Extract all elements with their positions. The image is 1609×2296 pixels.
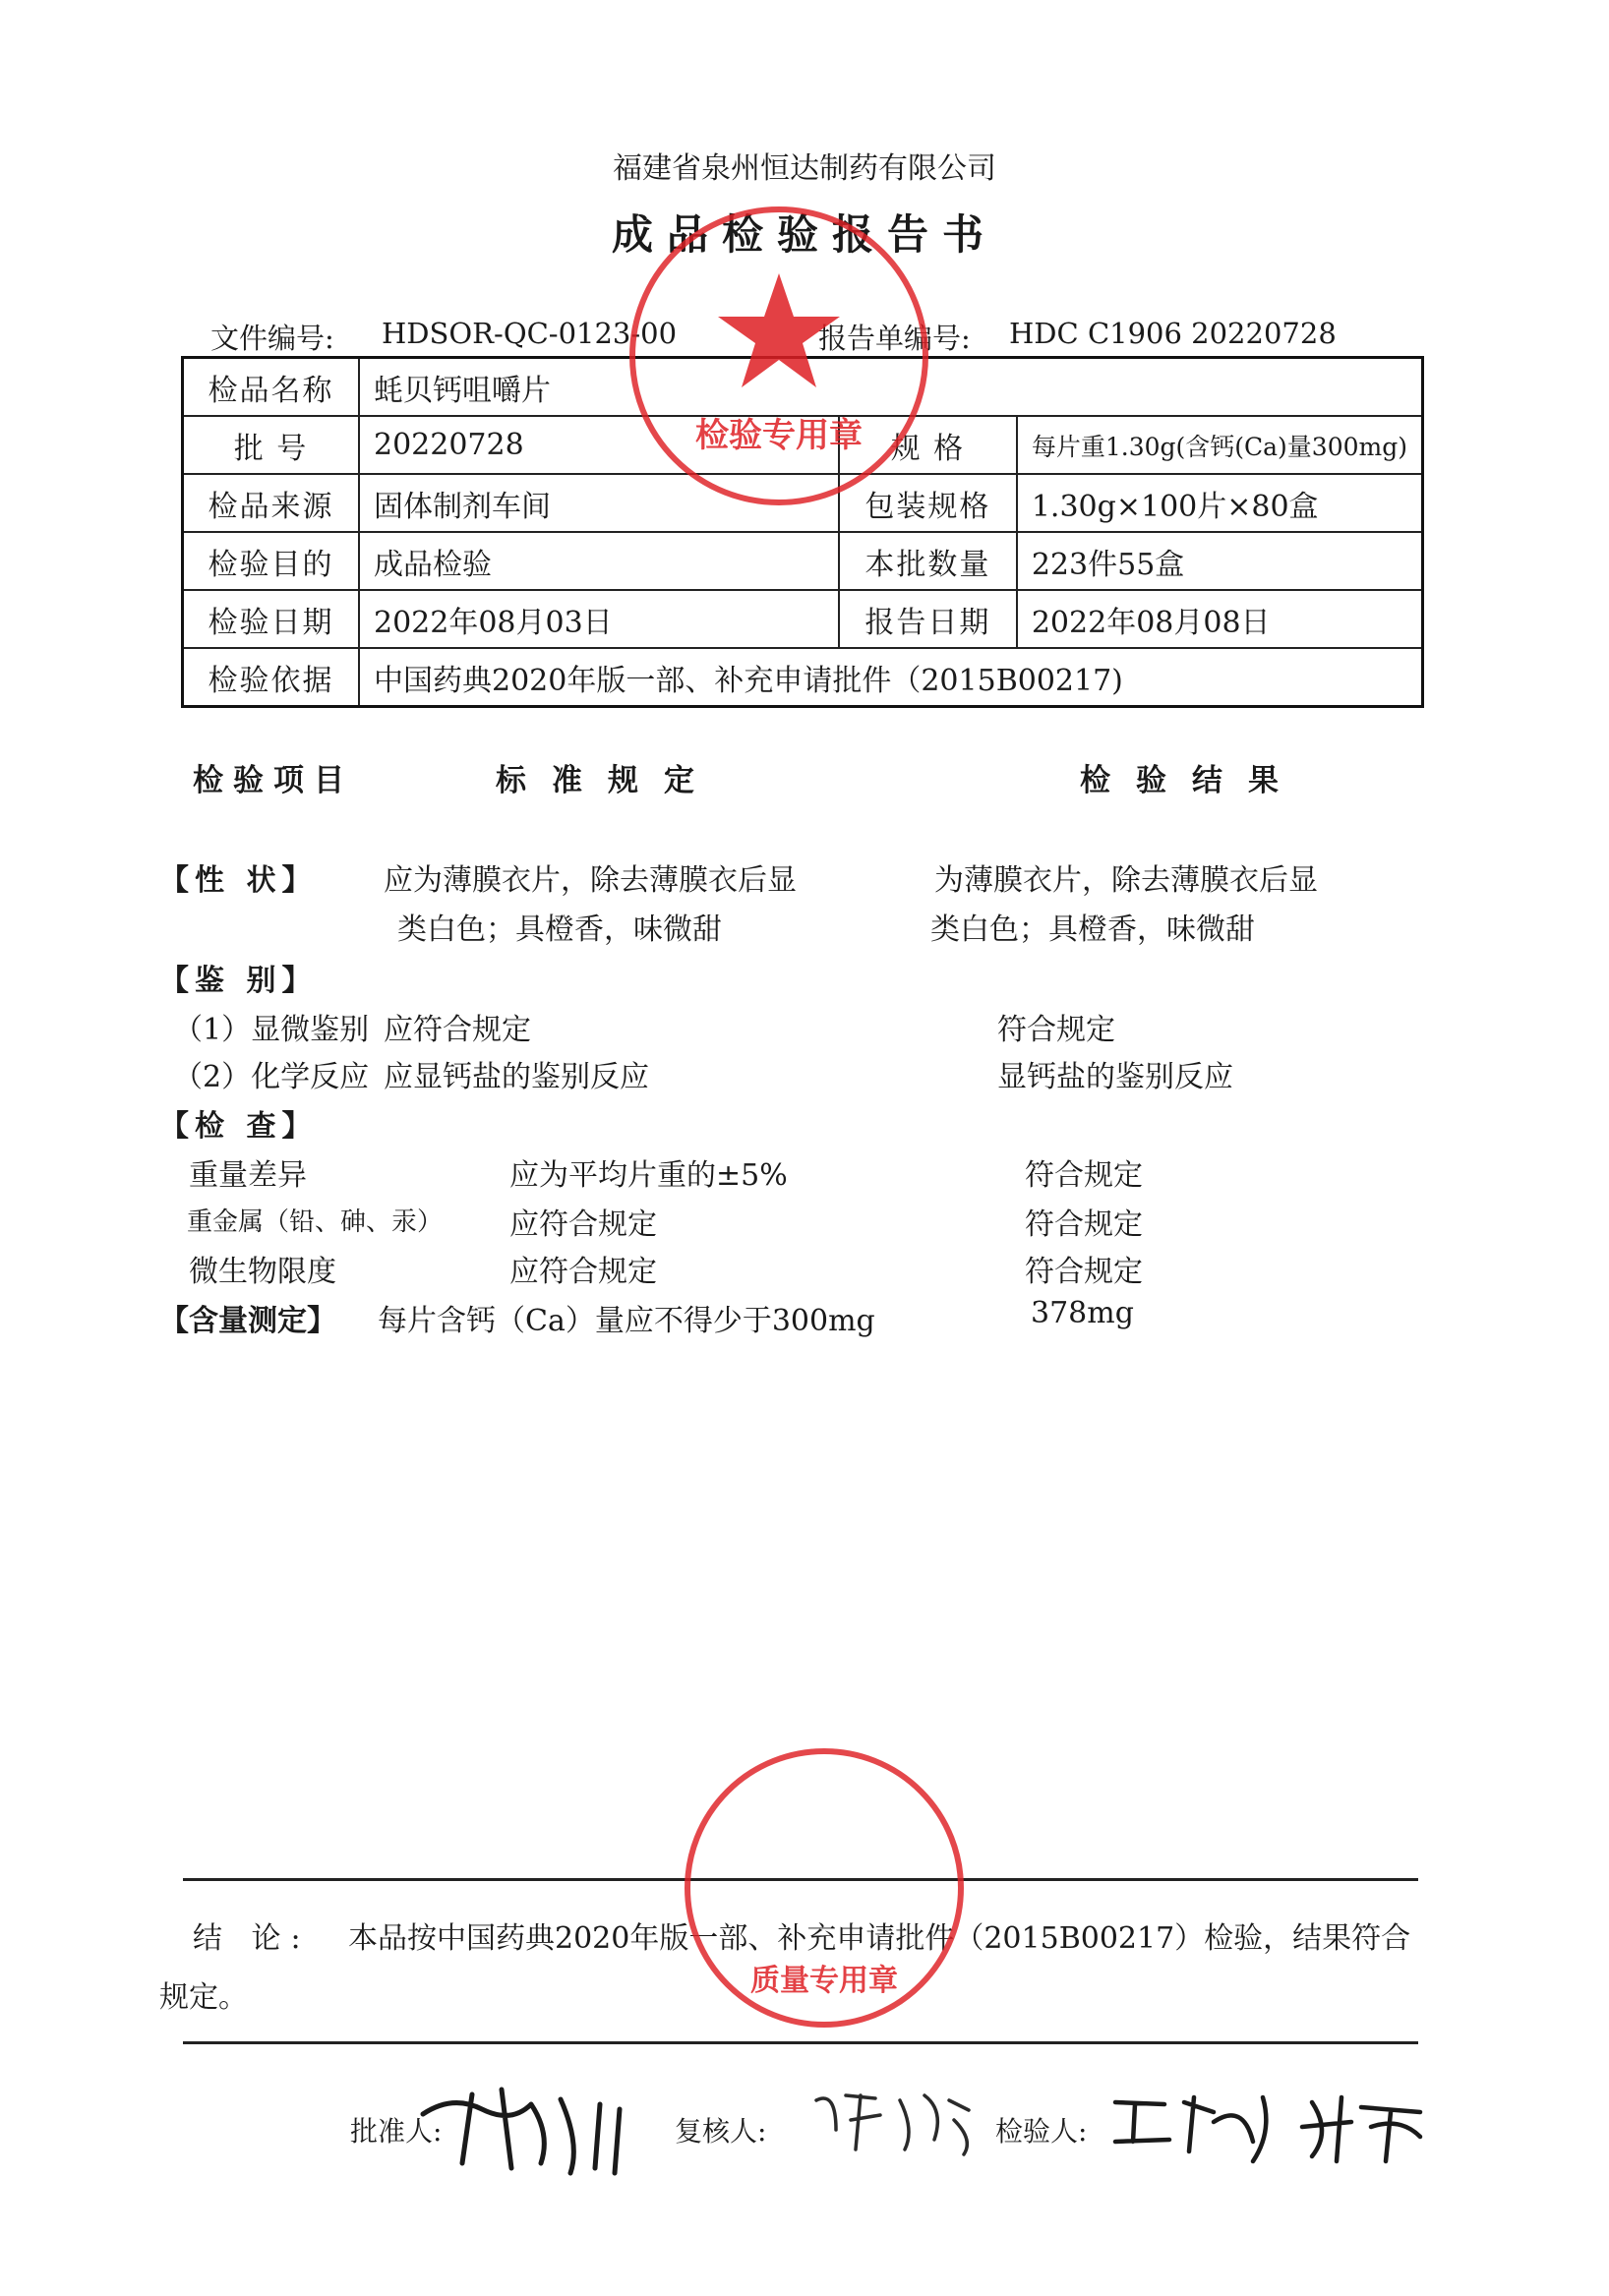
- test-date-label: 检验日期: [183, 590, 360, 648]
- document-title: 成品检验报告书: [611, 210, 997, 259]
- assay-standard: 每片含钙（Ca）量应不得少于300mg: [378, 1304, 875, 1338]
- file-number: HDSOR-QC-0123-00: [382, 317, 678, 350]
- assay-label: 【含量测定】: [159, 1304, 336, 1338]
- spec-label: 规 格: [839, 416, 1017, 474]
- appearance-standard-line1: 应为薄膜衣片，除去薄膜衣后显: [384, 863, 797, 898]
- test-date-value: 2022年08月03日: [359, 590, 839, 648]
- id1-standard: 应符合规定: [384, 1013, 531, 1047]
- svg-text:检验专用章: 检验专用章: [695, 416, 863, 455]
- quality-seal-text: [690, 1754, 958, 2022]
- column-standard-header: 标准规定: [496, 763, 720, 798]
- reviewer-label: 复核人:: [675, 2115, 767, 2148]
- weight-result: 符合规定: [1025, 1158, 1143, 1193]
- weight-item: 重量差异: [189, 1158, 307, 1193]
- approver-signature: [413, 2075, 649, 2183]
- basis-value: 中国药典2020年版一部、补充申请批件（2015B00217): [359, 648, 1423, 707]
- report-number-label: 报告单编号:: [818, 322, 971, 355]
- assay-result: 378mg: [1031, 1296, 1134, 1330]
- conclusion-text-line1: 本品按中国药典2020年版一部、补充申请批件（2015B00217）检验，结果符合: [348, 1921, 1411, 1956]
- spec-value: 每片重1.30g(含钙(Ca)量300mg): [1017, 416, 1423, 474]
- inspection-seal: [629, 206, 928, 505]
- column-result-header: 检验结果: [1080, 763, 1304, 798]
- package-label: 包装规格: [839, 474, 1017, 532]
- appearance-standard-line2: 类白色；具橙香，味微甜: [397, 913, 722, 947]
- quantity-label: 本批数量: [839, 532, 1017, 590]
- company-name: 福建省泉州恒达制药有限公司: [613, 151, 996, 186]
- column-item-header: 检验项目: [193, 763, 354, 798]
- batch-label: 批 号: [183, 416, 360, 474]
- metals-result: 符合规定: [1025, 1207, 1143, 1242]
- id2-result: 显钙盐的鉴别反应: [997, 1060, 1233, 1094]
- id2-item: （2）化学反应: [173, 1060, 370, 1094]
- micro-result: 符合规定: [1025, 1255, 1143, 1289]
- check-label: 【检 查】: [159, 1109, 318, 1144]
- identification-label: 【鉴 别】: [159, 964, 318, 998]
- id1-result: 符合规定: [997, 1013, 1115, 1047]
- reviewer-signature: [806, 2081, 983, 2159]
- weight-standard: 应为平均片重的±5%: [509, 1158, 788, 1193]
- table-row: [183, 532, 1423, 590]
- id2-standard: 应显钙盐的鉴别反应: [384, 1060, 649, 1094]
- quality-seal: [685, 1748, 964, 2028]
- metals-standard: 应符合规定: [509, 1207, 657, 1242]
- appearance-result-line2: 类白色；具橙香，味微甜: [930, 913, 1255, 947]
- source-label: 检品来源: [183, 474, 360, 532]
- purpose-value: 成品检验: [359, 532, 839, 590]
- basis-label: 检验依据: [183, 648, 360, 707]
- metals-item: 重金属（铅、砷、汞）: [187, 1207, 444, 1237]
- source-value: 固体制剂车间: [359, 474, 839, 532]
- inspector-label: 检验人:: [995, 2115, 1088, 2148]
- purpose-label: 检验目的: [183, 532, 360, 590]
- micro-standard: 应符合规定: [509, 1255, 657, 1289]
- quantity-value: 223件55盒: [1017, 532, 1423, 590]
- id1-item: （1）显微鉴别: [173, 1013, 370, 1047]
- star-icon: [635, 212, 923, 500]
- product-name: 蚝贝钙咀嚼片: [359, 358, 1423, 417]
- product-name-label: 检品名称: [183, 358, 360, 417]
- svg-text:质量专用章: 质量专用章: [750, 1964, 898, 1998]
- report-date-value: 2022年08月08日: [1017, 590, 1423, 648]
- file-number-label: 文件编号:: [210, 322, 334, 355]
- conclusion-text-line2: 规定。: [159, 1980, 248, 2015]
- batch-number: 20220728: [359, 416, 839, 474]
- conclusion-label: 结 论:: [193, 1921, 311, 1956]
- table-row: [183, 590, 1423, 648]
- table-row: [183, 648, 1423, 707]
- report-date-label: 报告日期: [839, 590, 1017, 648]
- package-value: 1.30g×100片×80盒: [1017, 474, 1423, 532]
- inspector-signature: [1105, 2083, 1440, 2171]
- appearance-result-line1: 为薄膜衣片，除去薄膜衣后显: [934, 863, 1318, 898]
- report-number: HDC C1906 20220728: [1009, 317, 1337, 350]
- approver-label: 批准人:: [350, 2115, 443, 2148]
- micro-item: 微生物限度: [189, 1255, 336, 1289]
- appearance-label: 【性 状】: [159, 863, 318, 898]
- divider-bottom: [183, 2041, 1418, 2044]
